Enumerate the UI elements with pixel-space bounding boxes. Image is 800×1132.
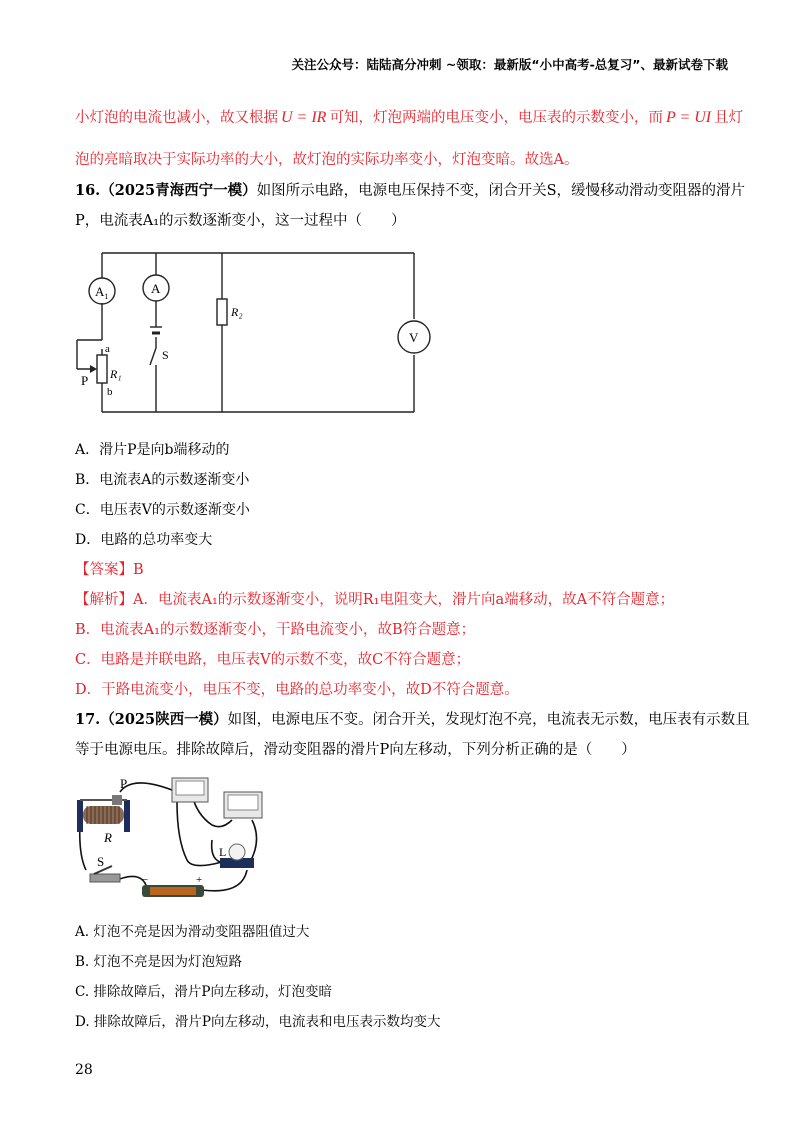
q17-stem-line-2: 等于电源电压。排除故障后，滑动变阻器的滑片P向左移动，下列分析正确的是（ ） xyxy=(75,742,636,758)
wire-top-left xyxy=(120,783,172,792)
q16-number: 16. xyxy=(75,182,101,199)
label-a1: $A_1$ xyxy=(95,284,109,301)
q16-analysis-a xyxy=(75,590,674,610)
analysis-label: 【解析】 xyxy=(75,592,133,608)
q16-circuit-diagram xyxy=(72,245,432,420)
battery-cell xyxy=(150,887,196,895)
rheostat-slider xyxy=(112,795,122,805)
q16-analysis-b: B．电流表A₁的示数逐渐变小，干路电流变小，故B符合题意； xyxy=(75,622,476,638)
q17-circuit-picture xyxy=(72,770,282,910)
page-header: 关注公众号：陆陆高分冲刺 ~领取：最新版“小中高考-总复习”、最新试卷下载 xyxy=(291,57,728,72)
switch-lever xyxy=(150,348,156,365)
answer-label: 【答案】 xyxy=(75,562,133,578)
label-r1: R₁ xyxy=(110,367,122,381)
q16-option-a: A．滑片P是向b端移动的 xyxy=(75,442,230,458)
q17-text-1: 如图，电源电压不变。闭合开关，发现灯泡不亮，电流表无示数，电压表有示数且 xyxy=(227,712,750,728)
analysis-text-a: A．电流表A₁的示数逐渐变小，说明R₁电阻变大，滑片向a端移动，故A不符合题意； xyxy=(133,592,675,608)
label-r2: R₂ xyxy=(231,305,243,319)
rheostat-right-stand xyxy=(124,800,130,832)
q17-option-d: D. 排除故障后，滑片P向左移动，电流表和电压表示数均变大 xyxy=(75,1014,441,1030)
resistor-r1 xyxy=(97,355,107,383)
label-plus: + xyxy=(196,874,203,886)
prev-answer-line-1 xyxy=(75,108,743,128)
wire-voltmeter-lamp xyxy=(250,820,257,862)
lamp-bulb xyxy=(229,844,245,860)
q16-analysis-c: C．电路是并联电路，电压表V的示数不变，故C不符合题意； xyxy=(75,652,471,668)
q17-option-c: C. 排除故障后，滑片P向左移动，灯泡变暗 xyxy=(75,984,333,1000)
q16-option-d: D．电路的总功率变大 xyxy=(75,532,213,548)
q17-number: 17. xyxy=(75,711,101,728)
label-p17: P xyxy=(120,776,128,791)
slider-arrow-icon xyxy=(90,365,97,373)
q16-analysis-d: D．干路电流变小，电压不变，电路的总功率变小，故D不符合题意。 xyxy=(75,682,519,698)
resistor-r2 xyxy=(217,299,227,325)
wire-battery-lamp xyxy=(202,870,247,891)
page-number: 28 xyxy=(75,1062,93,1078)
label-terminal-a: a xyxy=(105,343,110,355)
prev-text-c: 且灯 xyxy=(714,110,744,126)
formula-p-ui: P = UI xyxy=(665,109,712,126)
q17-stem-line-1 xyxy=(75,710,750,730)
voltmeter-dial xyxy=(228,795,258,810)
label-p: P xyxy=(81,373,89,388)
label-terminal-b: b xyxy=(107,386,113,398)
q16-stem-line-2: P，电流表A₁的示数逐渐变小，这一过程中（ ） xyxy=(75,213,406,229)
q17-option-a: A. 灯泡不亮是因为滑动变阻器阻值过大 xyxy=(75,924,310,940)
prev-answer-line-2: 泡的亮暗取决于实际功率的大小，故灯泡的实际功率变小，灯泡变暗。故选A。 xyxy=(75,152,579,168)
label-s17: S xyxy=(97,854,105,869)
prev-text-b: 可知，灯泡两端的电压变小，电压表的示数变小，而 xyxy=(329,110,663,126)
label-r17: R xyxy=(104,830,112,845)
q16-answer xyxy=(75,560,144,580)
q17-source: （2025陕西一模） xyxy=(100,711,228,728)
formula-u-ir: U = IR xyxy=(281,109,327,126)
q17-option-b: B. 灯泡不亮是因为灯泡短路 xyxy=(75,954,243,970)
rheostat-left-stand xyxy=(77,800,83,832)
q16-option-c: C．电压表V的示数逐渐变小 xyxy=(75,502,250,518)
label-v: V xyxy=(409,330,419,345)
label-a: A xyxy=(151,281,161,296)
q16-stem-line-1 xyxy=(75,181,745,201)
q16-option-b: B．电流表A的示数逐渐变小 xyxy=(75,472,250,488)
ammeter-dial xyxy=(176,781,204,795)
q16-source: （2025青海西宁一模） xyxy=(100,182,257,199)
prev-text-a: 小灯泡的电流也减小，故又根据 xyxy=(75,110,278,126)
label-l17: L xyxy=(219,845,227,859)
switch-base xyxy=(90,874,120,882)
label-s: S xyxy=(162,348,169,362)
label-minus: − xyxy=(142,874,149,886)
q16-text-1: 如图所示电路，电源电压保持不变，闭合开关S，缓慢移动滑动变阻器的滑片 xyxy=(256,183,746,199)
answer-value: B xyxy=(133,562,144,578)
